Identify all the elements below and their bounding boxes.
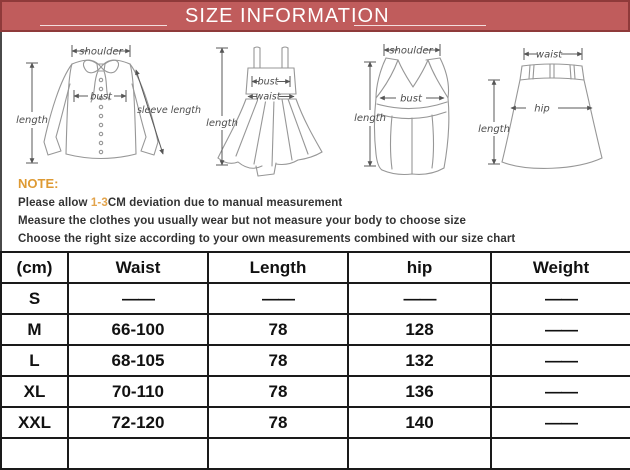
top-diagram bbox=[348, 36, 486, 178]
col-header-cm: (cm) bbox=[1, 252, 68, 283]
cell-size: S bbox=[1, 283, 68, 314]
note-line-1-highlight: 1-3 bbox=[90, 197, 108, 209]
dress-bust-label: bust bbox=[257, 76, 279, 88]
cell-length: 78 bbox=[208, 345, 348, 376]
top-dimension-lines bbox=[364, 44, 444, 166]
cell-weight: —— bbox=[491, 407, 630, 438]
table-row-s bbox=[1, 283, 630, 314]
cell-hip: 140 bbox=[348, 407, 491, 438]
table-row-clipped bbox=[1, 438, 630, 469]
blouse-length-label: length bbox=[16, 115, 48, 126]
skirt-drawing bbox=[502, 64, 602, 168]
top-bust-label: bust bbox=[400, 93, 422, 105]
cell-size: M bbox=[1, 314, 68, 345]
note-line-2: Measure the clothes you usually wear but not measure your body to choose size bbox=[18, 215, 467, 227]
cell-length: 78 bbox=[208, 314, 348, 345]
note-line-1-suffix: CM deviation due to manual measurement bbox=[107, 197, 343, 209]
blouse-diagram bbox=[6, 36, 204, 176]
banner-underline-right bbox=[354, 25, 486, 26]
cell-waist: —— bbox=[68, 283, 208, 314]
note-line-1 bbox=[18, 197, 618, 209]
dress-waist-label: waist bbox=[255, 91, 281, 103]
dress-length-label: length bbox=[206, 118, 238, 129]
skirt-length-label: length bbox=[478, 124, 510, 135]
cell-weight: —— bbox=[491, 314, 630, 345]
col-header-length: Length bbox=[208, 252, 348, 283]
cell-waist: 66-100 bbox=[68, 314, 208, 345]
note-line-1-prefix: Please allow bbox=[18, 197, 91, 209]
skirt-diagram bbox=[478, 38, 628, 178]
table-header-row bbox=[1, 252, 630, 283]
dress-diagram bbox=[198, 36, 350, 178]
note-heading: NOTE: bbox=[18, 176, 59, 191]
cell-hip: 136 bbox=[348, 376, 491, 407]
note-section bbox=[18, 176, 618, 251]
cell-waist: 72-120 bbox=[68, 407, 208, 438]
top-shoulder-label: shoulder bbox=[389, 45, 433, 57]
cell-waist: 70-110 bbox=[68, 376, 208, 407]
blouse-sleeve-length-label: sleeve length bbox=[136, 105, 202, 116]
cell-size: XXL bbox=[1, 407, 68, 438]
table-row-xxl bbox=[1, 407, 630, 438]
cell-hip: 128 bbox=[348, 314, 491, 345]
col-header-waist: Waist bbox=[68, 252, 208, 283]
blouse-shoulder-label: shoulder bbox=[79, 46, 123, 58]
cell-weight: —— bbox=[491, 283, 630, 314]
banner-title: SIZE INFORMATION bbox=[185, 5, 390, 27]
table-row-l bbox=[1, 345, 630, 376]
cell-waist: 68-105 bbox=[68, 345, 208, 376]
cell-weight: —— bbox=[491, 376, 630, 407]
size-table bbox=[0, 251, 630, 470]
col-header-hip: hip bbox=[348, 252, 491, 283]
cell-length: 78 bbox=[208, 376, 348, 407]
note-line-3: Choose the right size according to your own measurements combined with our size chart bbox=[18, 233, 516, 245]
cell-size: L bbox=[1, 345, 68, 376]
cell-length: 78 bbox=[208, 407, 348, 438]
top-length-label: length bbox=[354, 113, 386, 124]
cell-hip: —— bbox=[348, 283, 491, 314]
cell-size: XL bbox=[1, 376, 68, 407]
banner-underline-left bbox=[40, 25, 167, 26]
cell-length: —— bbox=[208, 283, 348, 314]
col-header-weight: Weight bbox=[491, 252, 630, 283]
skirt-hip-label: hip bbox=[534, 103, 550, 115]
cell-weight: —— bbox=[491, 345, 630, 376]
size-information-banner bbox=[0, 0, 630, 32]
table-row-m bbox=[1, 314, 630, 345]
dress-drawing bbox=[218, 47, 322, 176]
table-row-xl bbox=[1, 376, 630, 407]
blouse-bust-label: bust bbox=[90, 91, 112, 103]
skirt-waist-label: waist bbox=[535, 49, 563, 61]
cell-hip: 132 bbox=[348, 345, 491, 376]
